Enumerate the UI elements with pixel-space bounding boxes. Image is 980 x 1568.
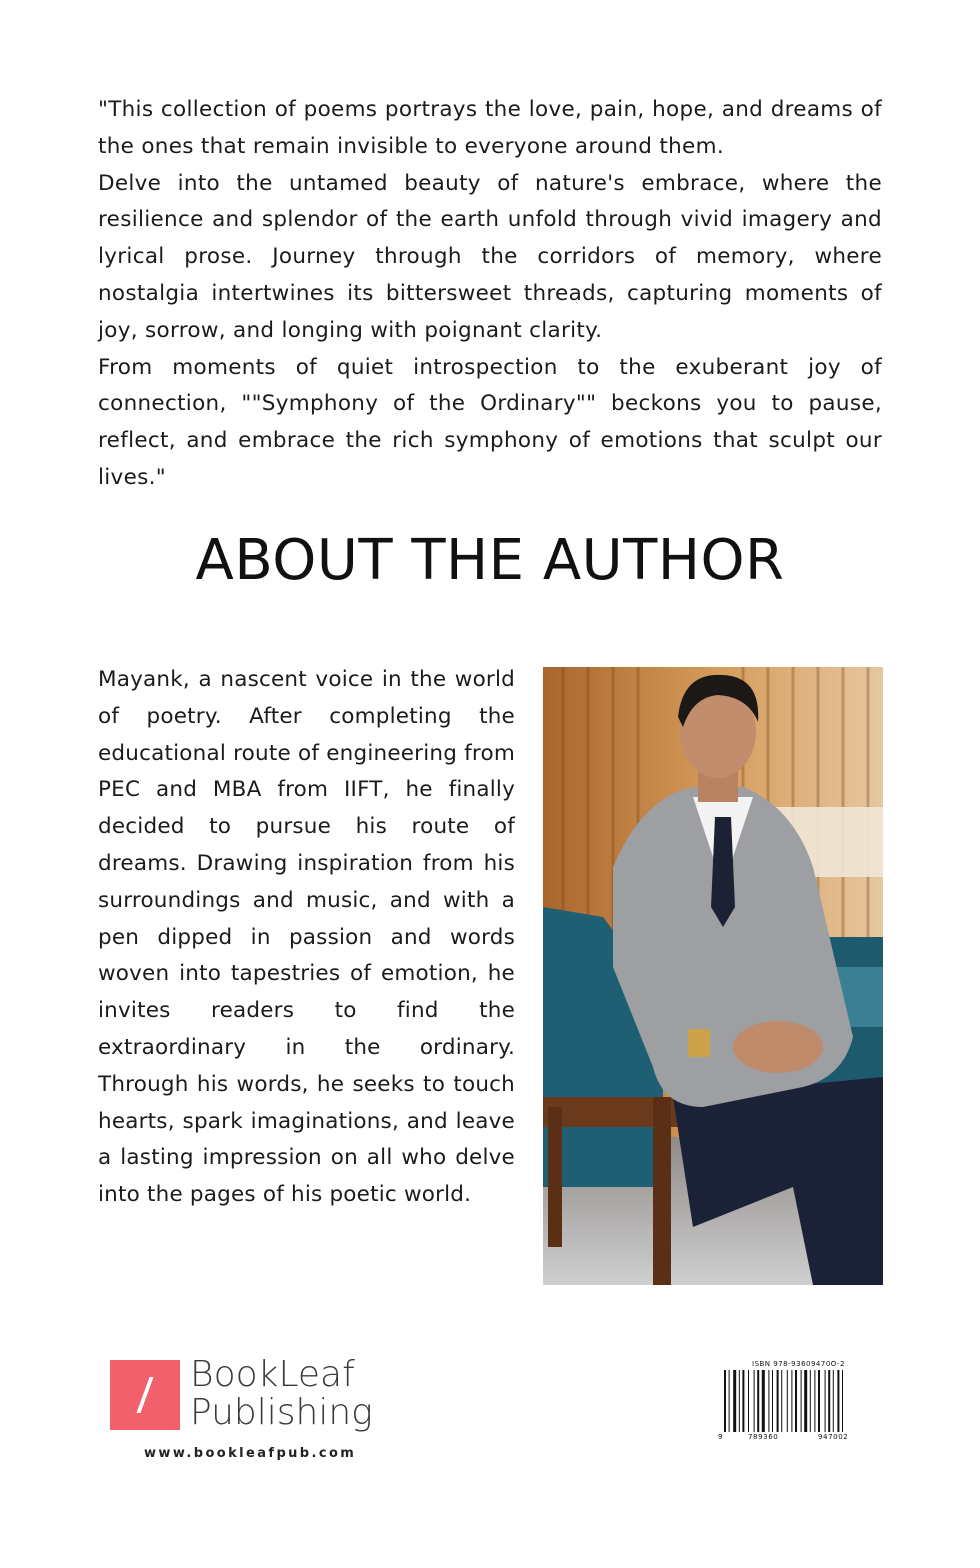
publisher-name-line-2: Publishing bbox=[190, 1392, 373, 1433]
barcode-bars-icon bbox=[724, 1370, 879, 1432]
barcode-digit-lead: 9 bbox=[718, 1433, 724, 1441]
publisher-name: BookLeaf bbox=[190, 1354, 355, 1395]
blurb-paragraph: From moments of quiet introspection to the exuberant joy of connection, ""Symphony of the Ordinary"" beckons you to pause, reflect, and embrace the rich symphony of emotions that sculpt our lives." bbox=[98, 354, 882, 490]
book-blurb bbox=[98, 92, 882, 497]
blurb-paragraph: "This collection of poems portrays the love, pain, hope, and dreams of the ones that remain invisible to everyone around them. bbox=[98, 97, 882, 159]
isbn-barcode bbox=[718, 1360, 883, 1450]
isbn-label: ISBN 978-93609470O-2 bbox=[752, 1360, 845, 1368]
publisher-logo bbox=[110, 1354, 373, 1468]
blurb-paragraph: Delve into the untamed beauty of nature's embrace, where the resilience and splendor of the earth unfold through vivid imagery and lyrical prose. Journey through the corridors of memory, where nostalgia intertwines its bittersweet threads, capturing moments of joy, sorrow, and longing with poignant clarity. bbox=[98, 170, 882, 343]
about-heading: ABOUT THE AUTHOR bbox=[195, 528, 785, 593]
publisher-url[interactable]: www.bookleafpub.com bbox=[144, 1446, 357, 1461]
author-photo bbox=[543, 667, 883, 1285]
author-bio: Mayank, a nascent voice in the world of poetry. After completing the educational route of engineering from PEC and MBA from IIFT, he finally decided to pursue his route of dreams. Drawing inspiration from his surroundings and music, and with a pen dipped in passion and words woven into tapestries of emotion, he invites readers to find the extraordinary in the ordinary. Through his words, he seeks to touch hearts, spark imaginations, and leave a lasting impression on all who delve into the pages of his poetic world. bbox=[98, 667, 515, 1208]
barcode-digits-left: 789360 bbox=[748, 1433, 779, 1441]
bookleaf-logo-icon bbox=[110, 1360, 180, 1430]
barcode-digits-right: 947002 bbox=[818, 1433, 849, 1441]
